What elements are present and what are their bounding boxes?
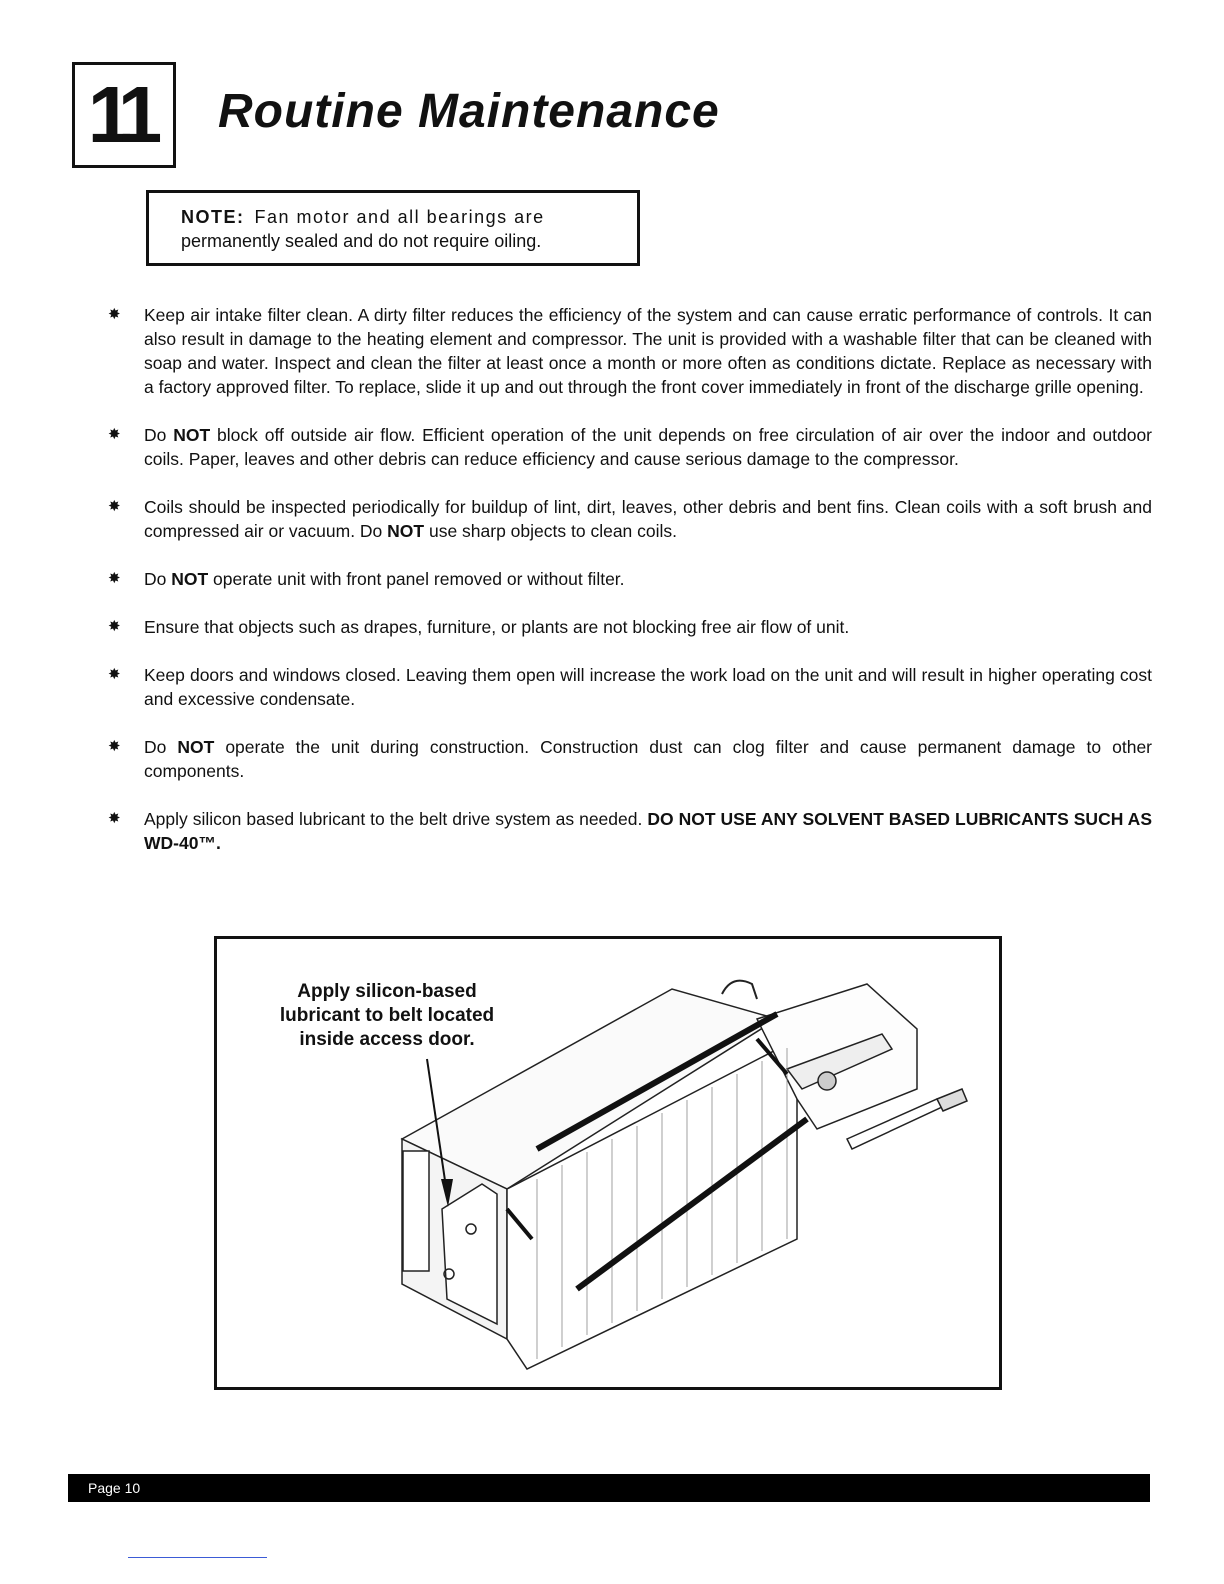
bullet-star-icon: ✸	[108, 618, 121, 635]
list-item	[108, 423, 1152, 471]
bullet-star-icon: ✸	[108, 570, 121, 587]
bullet-star-icon: ✸	[108, 666, 121, 683]
list-item	[108, 303, 1152, 399]
chapter-number-box	[72, 62, 176, 168]
list-item	[108, 663, 1152, 711]
lubricant-callout	[264, 980, 510, 1052]
bullet-star-icon: ✸	[108, 738, 121, 755]
list-item	[108, 615, 1152, 639]
chapter-number: 11	[87, 70, 153, 159]
list-item-text: operate the unit during construction. Construction dust can clog filter and cause permanent damage to other components.	[144, 737, 1153, 781]
emphasis-not: NOT	[177, 737, 215, 757]
note-label: NOTE:	[181, 207, 245, 227]
page-number: Page 10	[88, 1480, 141, 1496]
emphasis-not: NOT	[171, 569, 209, 589]
control-knob	[818, 1072, 836, 1090]
list-item-text: Apply silicon based lubricant to the belt drive system as needed.	[144, 809, 648, 829]
scan-divider	[128, 1557, 267, 1558]
bullet-star-icon: ✸	[108, 810, 121, 827]
list-item-text: Keep air intake filter clean. A dirty filter reduces the efficiency of the system and can cause erratic performance of controls. It can also result in damage to the heating element and compressor. The unit is provided with a washable filter that can be cleaned with soap and water. Inspect and clean the filter at least once a month or more often as conditions dictate. Replace as necessary with a factory approved filter. To replace, slide it up and out through the front cover immediately in front of the discharge grille opening.	[144, 305, 1152, 397]
bullet-star-icon: ✸	[108, 306, 121, 323]
note-text-line2: permanently sealed and do not require oiling.	[181, 231, 542, 251]
list-item-text: Coils should be inspected periodically for buildup of lint, dirt, leaves, other debris and bent fins. Clean coils with a soft brush and compressed air or vacuum. Do	[144, 497, 1152, 541]
page-title: Routine Maintenance	[218, 85, 720, 138]
list-item	[108, 807, 1152, 855]
callout-line: lubricant to belt located	[279, 1005, 495, 1026]
footer-bar	[68, 1474, 1150, 1502]
list-item-text: Do	[144, 569, 172, 589]
list-item-text: Keep doors and windows closed. Leaving them open will increase the work load on the unit and will result in higher operating cost and excessive condensate.	[144, 665, 1152, 709]
solvent-warning: DO NOT USE ANY SOLVENT BASED LUBRICANTS SUCH AS WD-40™.	[144, 809, 1152, 853]
list-item-text: operate unit with front panel removed or without filter.	[208, 569, 625, 589]
bullet-star-icon: ✸	[108, 498, 121, 515]
emphasis-not: NOT	[387, 521, 425, 541]
bullet-star-icon: ✸	[108, 426, 121, 443]
maintenance-list	[108, 303, 1152, 879]
emphasis-not: NOT	[173, 425, 211, 445]
list-item	[108, 495, 1152, 543]
list-item-text: block off outside air flow. Efficient operation of the unit depends on free circulation of air over the indoor and outdoor coils. Paper, leaves and other debris can reduce efficiency and cause serious damage to the compressor.	[144, 425, 1152, 469]
list-item-text: Do	[144, 425, 174, 445]
top-handle	[722, 981, 757, 999]
side-panel-slot	[403, 1151, 429, 1271]
list-item	[108, 567, 1152, 591]
power-plug	[937, 1089, 967, 1111]
callout-line: inside access door.	[299, 1029, 475, 1050]
note-text-line1: Fan motor and all bearings are	[254, 207, 545, 227]
note-box	[146, 190, 640, 266]
list-item	[108, 735, 1152, 783]
callout-line: Apply silicon-based	[297, 981, 477, 1002]
list-item-text: use sharp objects to clean coils.	[424, 521, 678, 541]
list-item-text: Do	[144, 737, 178, 757]
list-item-text: Ensure that objects such as drapes, furniture, or plants are not blocking free air flow of unit.	[144, 617, 850, 637]
